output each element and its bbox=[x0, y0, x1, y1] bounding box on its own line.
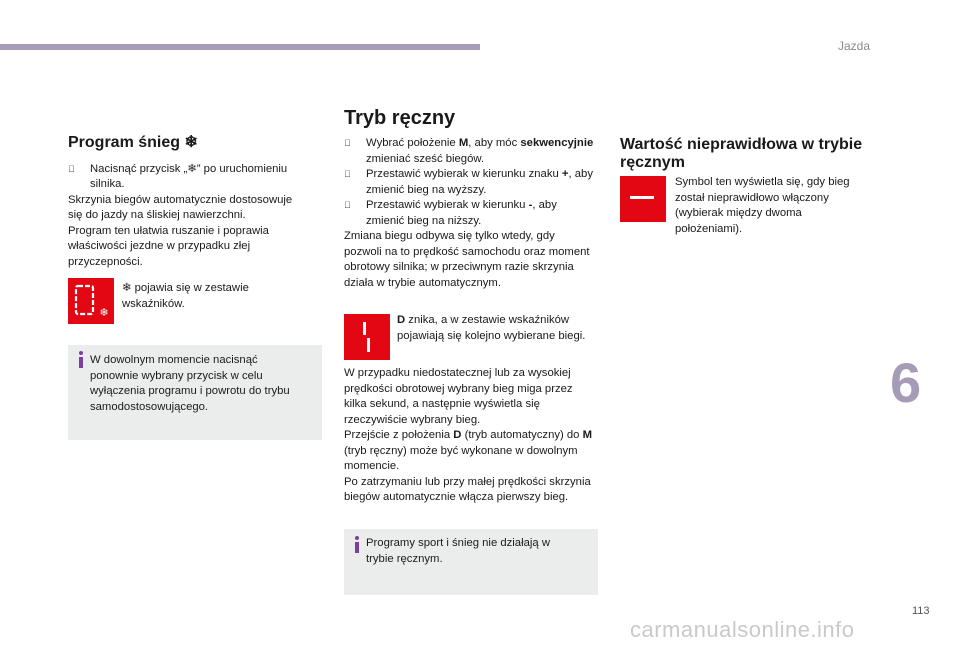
svg-text:❄: ❄ bbox=[99, 306, 109, 319]
arrow-bullet-icon bbox=[344, 167, 351, 183]
middle-column-body: W przypadku niedostatecznej lub za wysokiej prędkości obrotowej wybrany bieg miga przez kilka sekund, a następnie wyświetla się rzeczywiście wybrany bieg. Przejście z położenia D (tryb automatyczny) do M (tryb ręczny) może być wykonane w dowolnym momencie. Po zatrzymaniu lub przy małej prędkości skrzynia biegów automatycznie włącza pierwszy bieg. bbox=[344, 367, 593, 503]
snow-program-title: Program śnieg ❄ bbox=[68, 134, 198, 151]
arrow-bullet-icon bbox=[68, 162, 75, 178]
manual-mode-title: Tryb ręczny bbox=[344, 107, 456, 129]
info-icon bbox=[79, 351, 83, 355]
info-note: Programy sport i śnieg nie działają w trybie ręcznym. bbox=[344, 529, 598, 595]
list-item: Przestawić wybierak w kierunku znaku +, aby zmienić bieg na wyższy. bbox=[344, 167, 594, 198]
arrow-bullet-icon bbox=[344, 136, 351, 152]
list-item: Przestawić wybierak w kierunku -, aby zmienić bieg na niższy. bbox=[344, 198, 594, 229]
gear-indicator-icon bbox=[344, 314, 390, 360]
watermark: carmanualsonline.info bbox=[630, 617, 855, 642]
page-number: 113 bbox=[912, 605, 930, 617]
info-icon bbox=[355, 536, 359, 540]
manual-mode-description: Zmiana biegu odbywa się tylko wtedy, gdy pozwoli na to prędkość samochodu oraz moment obrotowy silnika; w przeciwnym razie skrzynia działa w trybie automatycznym. bbox=[344, 230, 590, 289]
invalid-gear-caption: Symbol ten wyświetla się, gdy bieg został nieprawidłowo włączony (wybierak między dwoma położeniami). bbox=[675, 176, 850, 235]
header-accent-bar bbox=[0, 44, 480, 50]
invalid-value-title: Wartość nieprawidłowa w trybie ręcznym bbox=[620, 136, 863, 171]
middle-column bbox=[344, 136, 594, 291]
snow-program-description: Skrzynia biegów automatycznie dostosowuje się do jazdy na śliskiej nawierzchni. Program ten ułatwia ruszanie i poprawia właściwości jezdne w przypadku złej przyczepności. bbox=[68, 193, 293, 268]
info-note: W dowolnym momencie nacisnąć ponownie wybrany przycisk w celu wyłączenia programu i powrotu do trybu samodostosowującego. bbox=[68, 345, 322, 440]
snow-indicator-caption: ❄ pojawia się w zestawie wskaźników. bbox=[122, 282, 249, 310]
chapter-number: 6 bbox=[890, 351, 922, 414]
left-column bbox=[68, 135, 316, 270]
invalid-gear-indicator-icon bbox=[620, 176, 666, 222]
arrow-bullet-icon bbox=[344, 198, 351, 214]
list-item: Wybrać położenie M, aby móc sekwencyjnie zmieniać sześć biegów. bbox=[344, 136, 594, 167]
snow-indicator-icon bbox=[68, 278, 114, 324]
gear-indicator-caption: D znika, a w zestawie wskaźników pojawiają się kolejno wybierane biegi. bbox=[397, 314, 586, 342]
section-title: Jazda bbox=[838, 39, 871, 53]
list-item: Nacisnąć przycisk „❄” po uruchomieniu silnika. bbox=[68, 162, 316, 193]
